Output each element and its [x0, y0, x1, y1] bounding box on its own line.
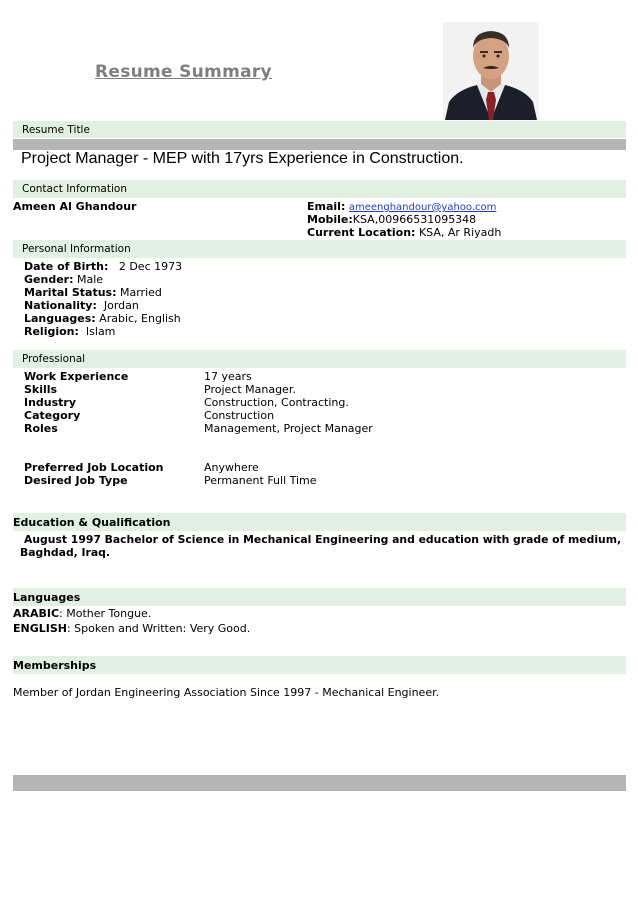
religion-label: Religion: [24, 325, 79, 338]
prof-label-experience: Work Experience [24, 370, 129, 383]
contact-mobile-row [307, 213, 476, 226]
gender-row [24, 273, 103, 286]
marital-value: Married [120, 286, 162, 299]
dob-value: 2 Dec 1973 [118, 260, 183, 273]
prof-value-roles: Management, Project Manager [204, 422, 373, 435]
english-value: : Spoken and Written: Very Good. [66, 622, 251, 635]
section-header-education: Education & Qualification [13, 513, 626, 531]
prof-value-location: Anywhere [204, 461, 259, 474]
prof-label-roles: Roles [24, 422, 58, 435]
section-header-professional: Professional [13, 350, 626, 368]
location-value: KSA, Ar Riyadh [418, 226, 502, 239]
resume-headline: Project Manager - MEP with 17yrs Experience in Construction. [21, 150, 464, 167]
page-title: Resume Summary [95, 62, 272, 82]
language-english-row [13, 622, 250, 635]
marital-label: Marital Status: [24, 286, 117, 299]
profile-photo [443, 22, 539, 120]
marital-row [24, 286, 162, 299]
education-line-2: Baghdad, Iraq. [20, 546, 110, 559]
prof-label-industry: Industry [24, 396, 77, 409]
prof-value-category: Construction [204, 409, 275, 422]
gender-label: Gender: [24, 273, 74, 286]
prof-label-location: Preferred Job Location [24, 461, 164, 474]
gender-value: Male [76, 273, 104, 286]
divider-bar [13, 139, 626, 150]
languages-label: Languages: [24, 312, 96, 325]
dob-label: Date of Birth: [24, 260, 109, 273]
prof-value-experience: 17 years [204, 370, 252, 383]
prof-label-job-type: Desired Job Type [24, 474, 128, 487]
prof-label-skills: Skills [24, 383, 58, 396]
dob-row [24, 260, 182, 273]
prof-value-industry: Construction, Contracting. [204, 396, 349, 409]
mobile-value: KSA,00966531095348 [352, 213, 477, 226]
contact-email-row [307, 200, 496, 214]
section-header-contact: Contact Information [13, 180, 626, 198]
contact-name: Ameen Al Ghandour [13, 200, 137, 213]
prof-label-category: Category [24, 409, 81, 422]
education-line-1: August 1997 Bachelor of Science in Mechanical Engineering and education with grade of medium, [24, 533, 622, 546]
section-header-personal: Personal Information [13, 240, 626, 258]
language-arabic-row [13, 607, 151, 620]
section-header-memberships: Memberships [13, 656, 626, 674]
prof-value-skills: Project Manager. [204, 383, 296, 396]
nationality-value: Jordan [103, 299, 139, 312]
contact-location-row [307, 226, 501, 239]
email-link[interactable]: ameenghandour@yahoo.com [348, 202, 497, 213]
religion-row [24, 325, 115, 338]
languages-row [24, 312, 181, 325]
english-label: ENGLISH [13, 622, 67, 635]
location-label: Current Location: [307, 226, 416, 239]
prof-value-job-type: Permanent Full Time [204, 474, 317, 487]
arabic-value: : Mother Tongue. [59, 607, 152, 620]
nationality-label: Nationality: [24, 299, 97, 312]
arabic-label: ARABIC [13, 607, 60, 620]
email-label: Email: [307, 200, 346, 213]
membership-text: Member of Jordan Engineering Association Since 1997 - Mechanical Engineer. [13, 686, 440, 699]
section-header-languages: Languages [13, 588, 626, 606]
footer-bar [13, 775, 626, 791]
nationality-row [24, 299, 139, 312]
portrait-image [443, 22, 539, 120]
section-header-resume-title: Resume Title [13, 121, 626, 138]
religion-value: Islam [85, 325, 116, 338]
mobile-label: Mobile: [307, 213, 353, 226]
languages-value: Arabic, English [99, 312, 181, 325]
